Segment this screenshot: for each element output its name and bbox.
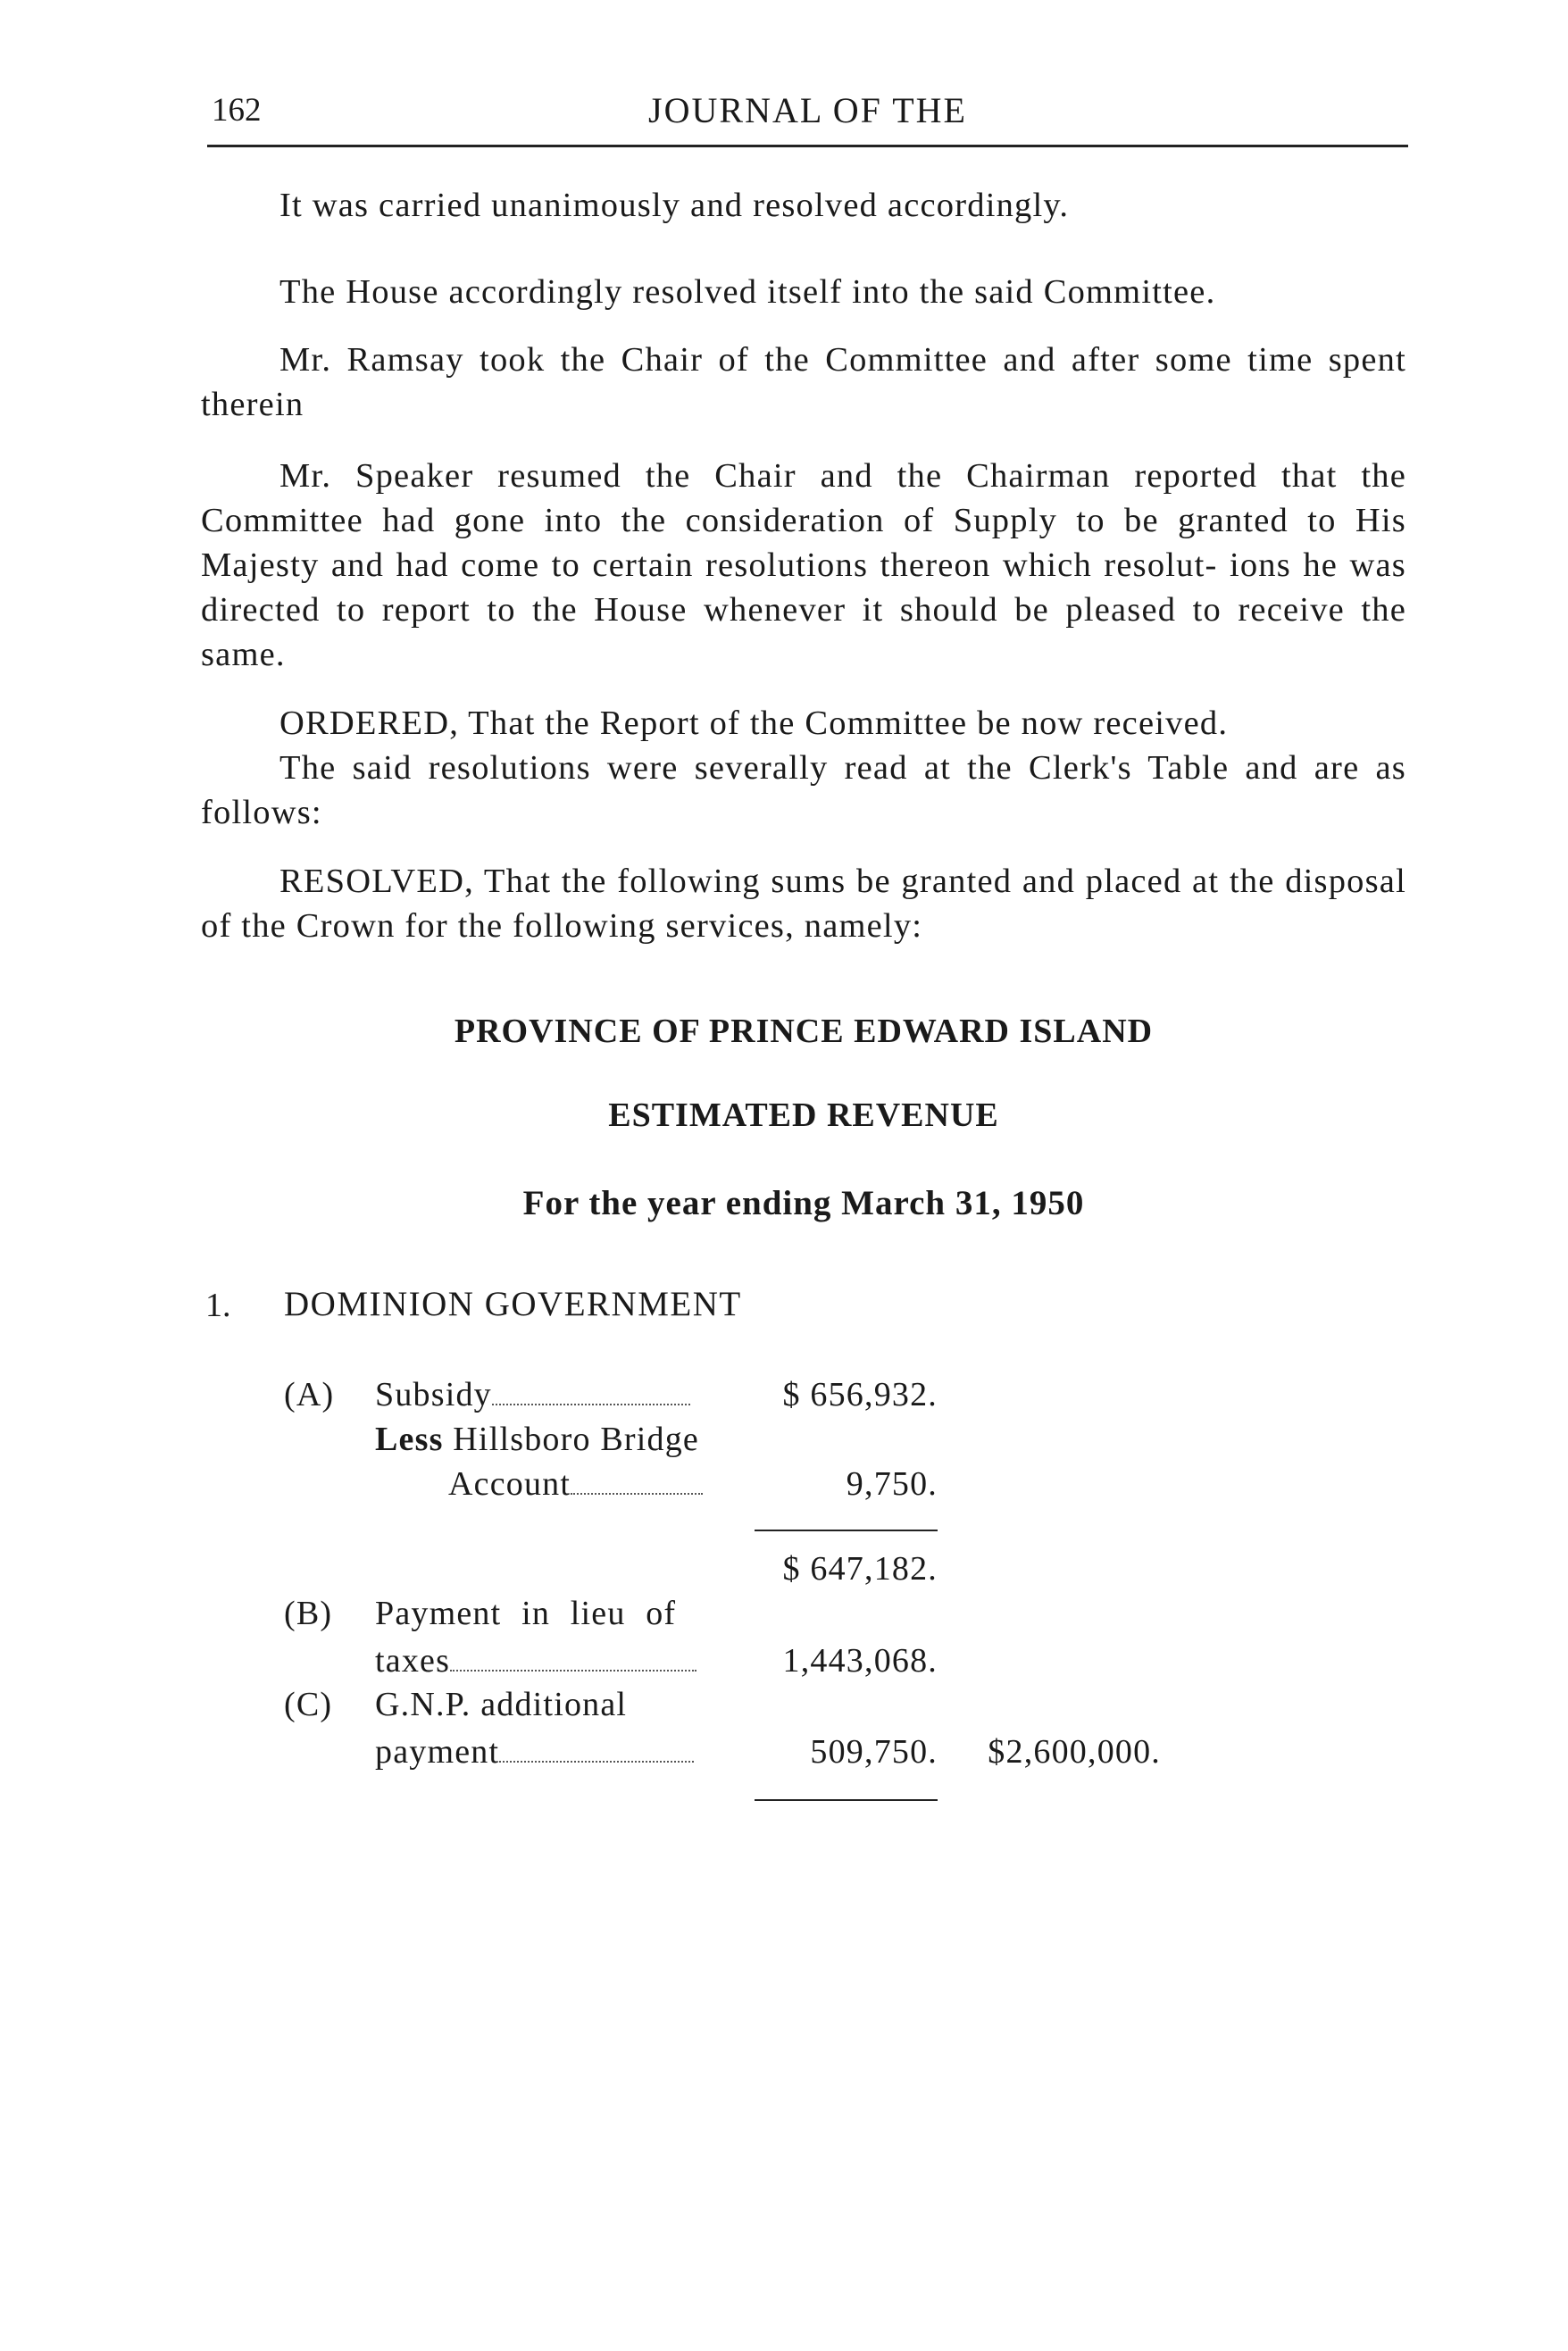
row-b-letter: (B) [284, 1595, 333, 1632]
row-c-label-2 [375, 1732, 694, 1772]
less-rest: Hillsboro Bridge [443, 1421, 699, 1458]
total-rule [755, 1799, 938, 1801]
row-b-label-2 [375, 1641, 696, 1680]
leader-dots [492, 1398, 690, 1405]
paragraph-speaker-resumed: Mr. Speaker resumed the Chair and the Chairman reported that the Committee had gone into the consideration of Supply to be granted to His Majesty and had come to certain resolutions thereon which resolut- ions he was directed to report to the House whenever it should be pleased to receive the same. [201, 457, 1406, 673]
paragraph-resolutions-read: The said resolutions were severally read at the Clerk's Table and are as follows: [201, 749, 1406, 831]
row-c-label-1: G.N.P. additional [375, 1686, 628, 1723]
row-account-amount: 9,750. [846, 1465, 938, 1503]
subtotal-amount: $ 647,182. [782, 1550, 938, 1588]
row-less-label [375, 1420, 699, 1459]
paragraph-ramsay-chair: Mr. Ramsay took the Chair of the Committee and after some time spent therein [201, 341, 1406, 423]
row-b-label-2-text: taxes [375, 1642, 451, 1680]
page-number: 162 [212, 92, 262, 129]
paragraph-carried: It was carried unanimously and resolved accordingly. [279, 187, 1070, 224]
row-a-amount: $ 656,932. [782, 1376, 938, 1413]
row-a-label [375, 1375, 690, 1414]
heading-estimated-revenue: ESTIMATED REVENUE [608, 1096, 999, 1134]
paragraph-house-resolved: The House accordingly resolved itself into the said Committee. [279, 273, 1216, 311]
paragraph-ordered: ORDERED, That the Report of the Committee be now received. [279, 704, 1229, 742]
leader-dots [450, 1664, 696, 1672]
section-title: DOMINION GOVERNMENT [284, 1285, 742, 1323]
total-amount: $2,600,000. [988, 1733, 1161, 1771]
less-bold: Less [375, 1421, 444, 1458]
row-c-letter: (C) [284, 1686, 333, 1723]
leader-dots [571, 1488, 703, 1495]
section-number: 1. [205, 1287, 231, 1324]
row-b-amount: 1,443,068. [782, 1642, 938, 1680]
leader-dots [499, 1755, 694, 1763]
row-b-label-1: Payment in lieu of [375, 1595, 677, 1632]
running-head: JOURNAL OF THE [648, 90, 967, 130]
paragraph-resolved: RESOLVED, That the following sums be granted and placed at the disposal of the Crown for the following services, namely: [201, 863, 1406, 945]
row-a-label-text: Subsidy [375, 1376, 492, 1413]
row-account-label [448, 1464, 703, 1504]
page-header [207, 89, 1408, 147]
row-c-label-2-text: payment [375, 1733, 500, 1771]
row-c-amount: 509,750. [810, 1733, 938, 1771]
row-account-label-text: Account [448, 1465, 571, 1503]
heading-year-ending: For the year ending March 31, 1950 [522, 1184, 1085, 1222]
row-a-letter: (A) [284, 1376, 335, 1413]
subtotal-rule [755, 1530, 938, 1531]
heading-province: PROVINCE OF PRINCE EDWARD ISLAND [454, 1013, 1154, 1050]
